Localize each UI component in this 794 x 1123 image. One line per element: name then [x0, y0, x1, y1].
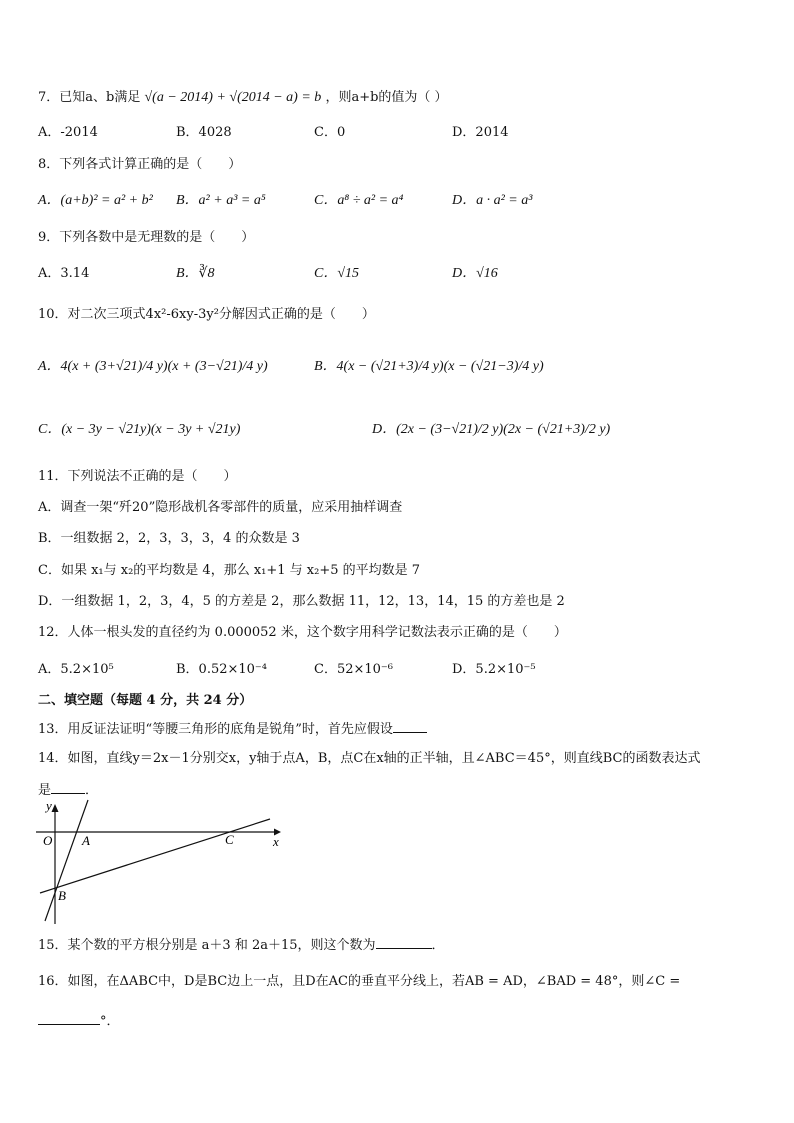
question-7: [38, 89, 448, 107]
question-14-end: ．: [85, 783, 99, 798]
question-9-stem: 9．下列各数中是无理数的是（ ）: [38, 230, 255, 245]
question-16-end: °．: [100, 1014, 120, 1029]
question-10-stem: 10．对二次三项式4x²-6xy-3y²分解因式正确的是（ ）: [38, 307, 375, 322]
label-b: B: [58, 888, 66, 903]
q9-option-c[interactable]: C．√15: [314, 266, 360, 281]
answer-blank[interactable]: [376, 935, 432, 949]
question-7-prefix: 7．已知a、b满足: [38, 90, 141, 105]
question-13-text: 13．用反证法证明“等腰三角形的底角是锐角”时，首先应假设: [38, 722, 393, 737]
q9-option-d[interactable]: D．√16: [452, 266, 498, 281]
question-14-text: 14．如图，直线y＝2x－1分别交x，y轴于点A，B，点C在x轴的正半轴，且∠ABC＝45°，则直线BC的函数表达式: [38, 751, 701, 766]
question-12-stem: 12．人体一根头发的直径约为 0.000052 米，这个数字用科学记数法表示正确的是（ ）: [38, 625, 567, 640]
q9-option-a[interactable]: A．3.14: [38, 266, 90, 281]
q10-option-b[interactable]: B．4(x − (√21+3)/4 y)(x − (√21−3)/4 y): [314, 359, 544, 374]
q8-option-b[interactable]: B．a² + a³ = a⁵: [176, 193, 266, 208]
question-8-stem: 8．下列各式计算正确的是（ ）: [38, 157, 242, 172]
question-15: [38, 935, 445, 955]
question-11-stem: 11．下列说法不正确的是（ ）: [38, 469, 237, 484]
q7-option-a[interactable]: A．-2014: [38, 125, 98, 140]
question-13: [38, 719, 427, 739]
question-15-end: ．: [431, 938, 445, 953]
answer-blank[interactable]: [393, 719, 427, 733]
q12-option-d[interactable]: D．5.2×10⁻⁵: [452, 662, 536, 677]
answer-blank[interactable]: [51, 780, 85, 794]
section-heading-fill-blank: 二、填空题（每题 4 分，共 24 分）: [38, 693, 253, 708]
q12-option-b[interactable]: B．0.52×10⁻⁴: [176, 662, 268, 677]
q11-option-a[interactable]: A．调查一架“歼20”隐形战机各零部件的质量，应采用抽样调查: [38, 500, 403, 515]
q10-option-a[interactable]: A．4(x + (3+√21)/4 y)(x + (3−√21)/4 y): [38, 359, 268, 374]
q8-option-d[interactable]: D．a · a² = a³: [452, 193, 533, 208]
q8-option-a[interactable]: A．(a+b)² = a² + b²: [38, 193, 153, 208]
q9-option-b[interactable]: B．∛8: [176, 266, 215, 281]
q7-option-c[interactable]: C．0: [314, 125, 346, 140]
q12-option-c[interactable]: C．52×10⁻⁶: [314, 662, 393, 677]
q7-option-b[interactable]: B．4028: [176, 125, 232, 140]
q11-option-b[interactable]: B．一组数据 2，2，3，3，3，4 的众数是 3: [38, 531, 300, 546]
question-14-cont: [38, 780, 98, 800]
q7-option-d[interactable]: D．2014: [452, 125, 509, 140]
label-o: O: [43, 833, 53, 848]
question-16-text: 16．如图，在ΔABC中，D是BC边上一点，且D在AC的垂直平分线上，若AB = AD，∠BAD = 48°，则∠C =: [38, 974, 681, 989]
question-14-cont-text: 是: [38, 783, 52, 798]
question-15-text: 15．某个数的平方根分别是 a＋3 和 2a＋15，则这个数为: [38, 938, 376, 953]
q12-option-a[interactable]: A．5.2×10⁵: [38, 662, 114, 677]
q14-figure: [30, 798, 290, 928]
answer-blank[interactable]: [38, 1011, 100, 1025]
label-y: y: [46, 798, 52, 813]
line-bc: [40, 819, 270, 893]
q11-option-c[interactable]: C．如果 x₁与 x₂的平均数是 4，那么 x₁+1 与 x₂+5 的平均数是 7: [38, 563, 421, 578]
y-axis-arrow-icon: [52, 804, 59, 812]
question-16-cont: [38, 1011, 120, 1031]
q10-option-c[interactable]: C．(x − 3y − √21y)(x − 3y + √21y): [38, 422, 241, 437]
q11-option-d[interactable]: D．一组数据 1，2，3，4，5 的方差是 2，那么数据 11，12，13，14，15 的方差也是 2: [38, 594, 565, 609]
line-ab: [45, 800, 88, 921]
q10-option-d[interactable]: D．(2x − (3−√21)/2 y)(2x − (√21+3)/2 y): [372, 422, 611, 437]
q8-option-c[interactable]: C．a⁸ ÷ a² = a⁴: [314, 193, 404, 208]
label-c: C: [225, 832, 234, 847]
question-7-suffix: ，则a+b的值为（ ）: [325, 90, 448, 105]
label-a: A: [82, 833, 90, 848]
label-x: x: [273, 834, 279, 849]
question-7-formula: √(a − 2014) + √(2014 − a) = b: [144, 90, 322, 105]
